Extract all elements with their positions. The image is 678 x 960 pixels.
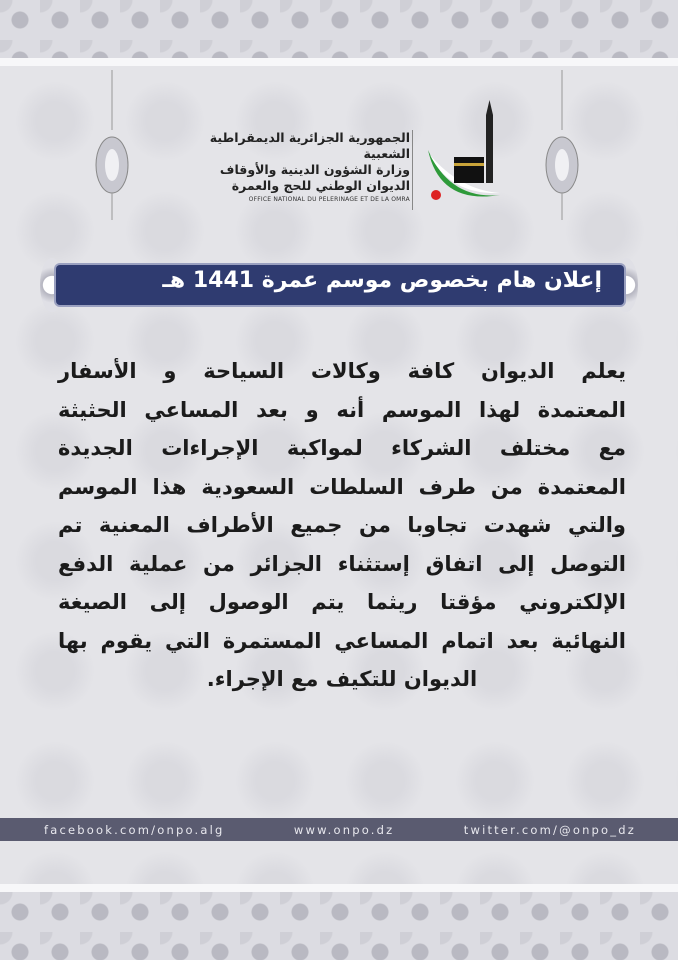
title-banner: [56, 265, 624, 305]
header-divider: [412, 130, 413, 210]
bottom-divider: [0, 884, 678, 892]
body-line: المعتمدة لهذا الموسم أنه و بعد المساعي الحثيثة: [58, 397, 626, 422]
top-divider: [0, 58, 678, 66]
top-pattern-band: [0, 0, 678, 58]
body-line: والتي شهدت تجاوبا من جميع الأطراف المعنية تم: [58, 513, 626, 537]
announcement-title: إعلان هام بخصوص موسم عمرة 1441 هـ: [162, 268, 602, 293]
facebook-link[interactable]: facebook.com/onpo.alg: [44, 822, 225, 837]
organization-header: [200, 130, 410, 203]
right-lantern-icon: [542, 70, 582, 225]
body-line: مع مختلف الشركاء لمواكبة الإجراءات الجديدة: [58, 436, 626, 460]
footer-contact-bar: [0, 818, 678, 841]
body-line: يعلم الديوان كافة وكالات السياحة و الأسفار: [58, 359, 626, 383]
header-line-office: الديوان الوطني للحج والعمرة: [231, 178, 410, 193]
bottom-pattern-band: [0, 892, 678, 960]
announcement-body: [58, 352, 626, 699]
body-line: الإلكتروني مؤقتا ريثما يتم الوصول إلى الصيغة: [58, 590, 626, 614]
onpo-logo-icon: [420, 95, 520, 210]
website-link[interactable]: www.onpo.dz: [293, 822, 395, 837]
left-lantern-icon: [92, 70, 132, 225]
header-french-name: OFFICE NATIONAL DU PELERINAGE ET DE LA OMRA: [248, 196, 410, 203]
header-line-ministry: وزارة الشؤون الدينية والأوقاف: [219, 162, 410, 177]
twitter-link[interactable]: twitter.com/@onpo_dz: [463, 822, 636, 837]
body-line: النهائية بعد اتمام المساعي المستمرة التي يقوم بها: [58, 628, 626, 653]
body-line: التوصل إلى اتفاق إستثناء الجزائر من عملية الدفع: [58, 551, 626, 576]
header-line-republic: الجمهورية الجزائرية الديمقراطية الشعبية: [209, 130, 410, 161]
body-line: الديوان للتكيف مع الإجراء.: [206, 667, 478, 691]
body-line: المعتمدة من طرف السلطات السعودية هذا الموسم: [58, 474, 626, 499]
